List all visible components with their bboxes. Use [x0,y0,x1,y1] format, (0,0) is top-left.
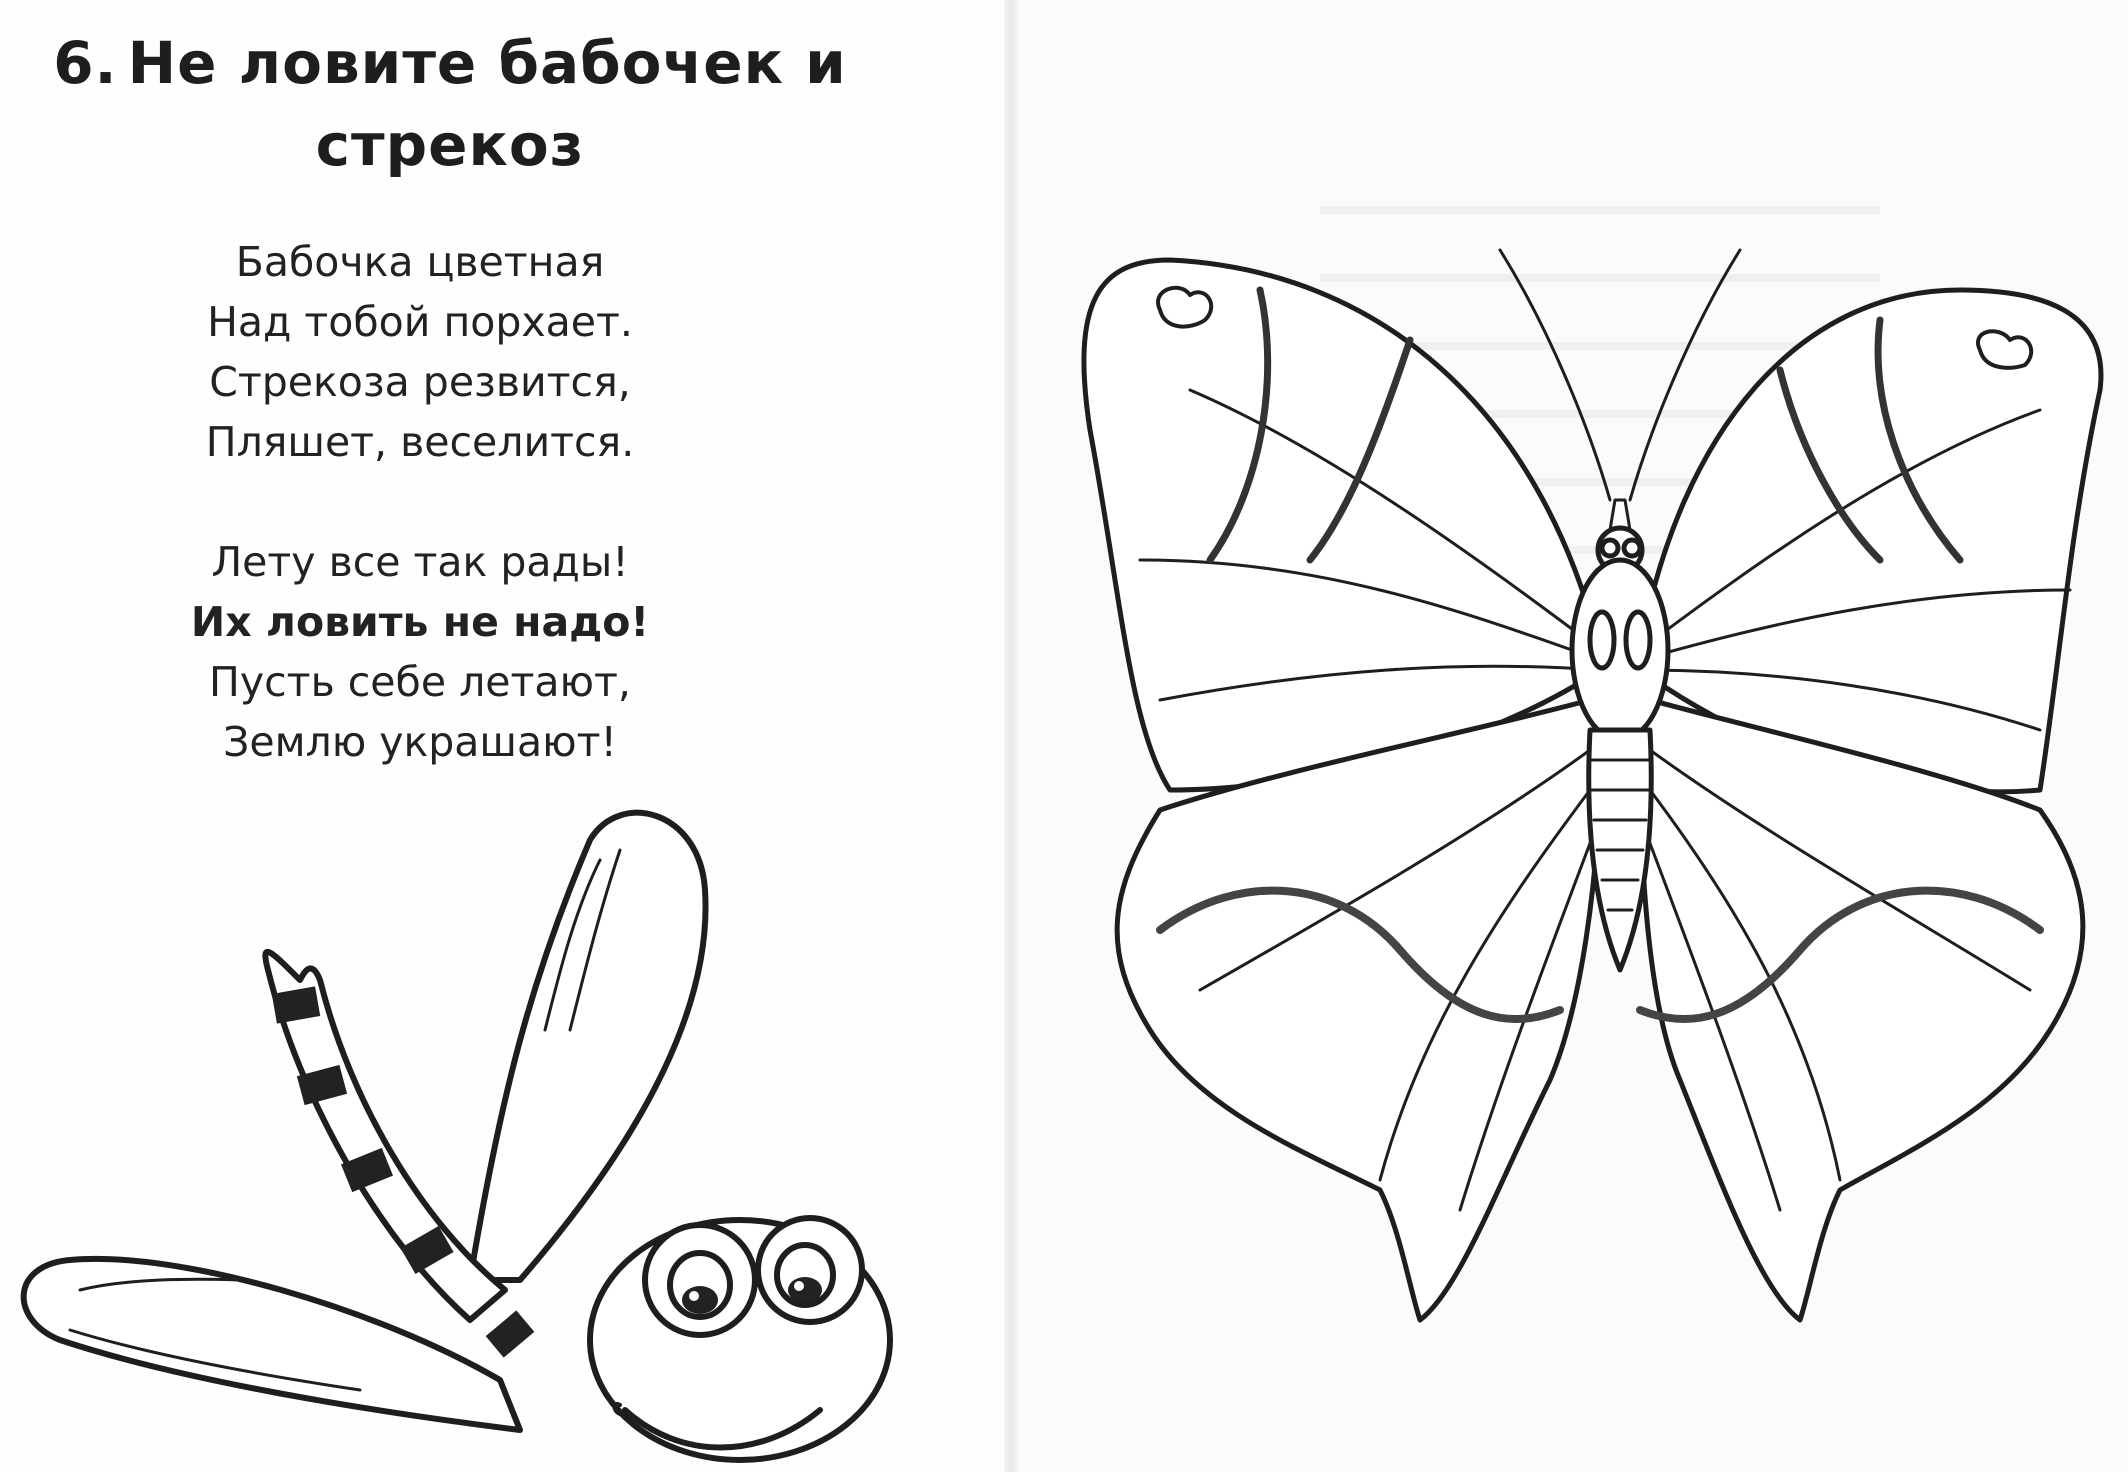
poem-line: Лету все так рады! [211,538,629,586]
poem-line: Стрекоза резвится, [209,358,631,406]
poem-stanza-1 [120,232,720,472]
butterfly-drawing-icon [1080,230,2120,1340]
dragonfly-drawing-icon [0,800,1000,1472]
page-gutter [1004,0,1018,1472]
page-title [20,22,880,186]
poem-line: Пляшет, веселится. [205,418,635,466]
poem-line: Над тобой порхает. [207,298,633,346]
title-number: 6. [53,29,118,97]
poem-line: Пусть себе летают, [209,658,631,706]
poem-line: Землю украшают! [223,718,617,766]
poem-stanza-2 [120,532,720,772]
poem [120,232,720,832]
poem-line: Бабочка цветная [235,238,605,286]
title-text: Не ловите бабочек и стрекоз [127,29,847,179]
poem-line-bold: Их ловить не надо! [190,598,650,646]
